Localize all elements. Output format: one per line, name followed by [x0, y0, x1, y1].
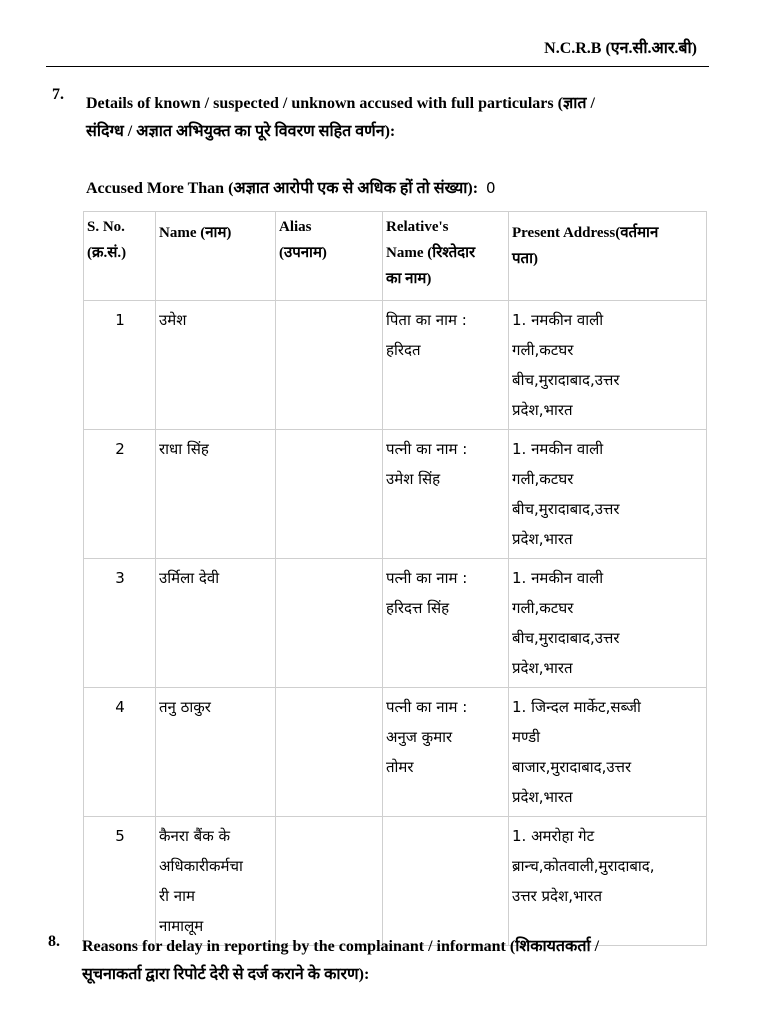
header-org: N.C.R.B (एन.सी.आर.बी)	[544, 40, 697, 57]
cell-alias	[276, 301, 383, 430]
table-row	[84, 559, 707, 688]
cell-sno: 1	[84, 301, 156, 430]
cell-alias	[276, 430, 383, 559]
cell-address: 1. नमकीन वाली गली,कटघर बीच,मुरादाबाद,उत्तर प्रदेश,भारत	[509, 301, 707, 430]
cell-alias	[276, 688, 383, 817]
cell-sno: 4	[84, 688, 156, 817]
table-header-row	[84, 212, 707, 301]
table-row	[84, 430, 707, 559]
cell-name: कैनरा बैंक के अधिकारीकर्मचा री नाम नामालूम	[156, 817, 276, 946]
table-row	[84, 301, 707, 430]
header-alias: Alias (उपनाम)	[276, 212, 383, 301]
header-present-address: Present Address(वर्तमान पता)	[509, 212, 707, 301]
accused-more-label: Accused More Than (अज्ञात आरोपी एक से अधिक हों तो संख्या):	[86, 180, 479, 197]
cell-relative-name	[383, 817, 509, 946]
cell-address: 1. अमरोहा गेट ब्रान्च,कोतवाली,मुरादाबाद, उत्तर प्रदेश,भारत	[509, 817, 707, 946]
cell-relative-name: पत्नी का नाम : उमेश सिंह	[383, 430, 509, 559]
cell-name: उमेश	[156, 301, 276, 430]
cell-name: तनु ठाकुर	[156, 688, 276, 817]
cell-sno: 3	[84, 559, 156, 688]
header-sno: S. No. (क्र.सं.)	[84, 212, 156, 301]
cell-alias	[276, 817, 383, 946]
section-8-title-line1: Reasons for delay in reporting by the complainant / informant (शिकायतकर्ता /	[82, 938, 600, 955]
cell-alias	[276, 559, 383, 688]
cell-address: 1. नमकीन वाली गली,कटघर बीच,मुरादाबाद,उत्तर प्रदेश,भारत	[509, 559, 707, 688]
header-divider	[46, 66, 709, 67]
table-row	[84, 817, 707, 946]
cell-name: राधा सिंह	[156, 430, 276, 559]
cell-relative-name: पत्नी का नाम : अनुज कुमार तोमर	[383, 688, 509, 817]
cell-sno: 2	[84, 430, 156, 559]
section-7-title-line1: Details of known / suspected / unknown accused with full particulars (ज्ञात /	[86, 95, 595, 112]
cell-address: 1. नमकीन वाली गली,कटघर बीच,मुरादाबाद,उत्तर प्रदेश,भारत	[509, 430, 707, 559]
table-row	[84, 688, 707, 817]
section-7-title-line2: संदिग्ध / अज्ञात अभियुक्त का पूरे विवरण सहित वर्णन):	[86, 123, 396, 140]
cell-name: उर्मिला देवी	[156, 559, 276, 688]
section-7-number: 7.	[52, 86, 64, 103]
cell-sno: 5	[84, 817, 156, 946]
header-relative-name: Relative's Name (रिश्तेदार का नाम)	[383, 212, 509, 301]
section-8-title	[82, 933, 599, 989]
section-7-title	[86, 90, 595, 146]
section-8-title-line2: सूचनाकर्ता द्वारा रिपोर्ट देरी से दर्ज कराने के कारण):	[82, 966, 370, 983]
header-name: Name (नाम)	[156, 212, 276, 301]
cell-relative-name: पिता का नाम : हरिदत	[383, 301, 509, 430]
accused-more-value: 0	[486, 179, 496, 197]
cell-address: 1. जिन्दल मार्केट,सब्जी मण्डी बाजार,मुरादाबाद,उत्तर प्रदेश,भारत	[509, 688, 707, 817]
cell-relative-name: पत्नी का नाम : हरिदत्त सिंह	[383, 559, 509, 688]
accused-table	[83, 211, 707, 946]
accused-more-than	[86, 176, 496, 198]
section-8-number: 8.	[48, 933, 60, 950]
